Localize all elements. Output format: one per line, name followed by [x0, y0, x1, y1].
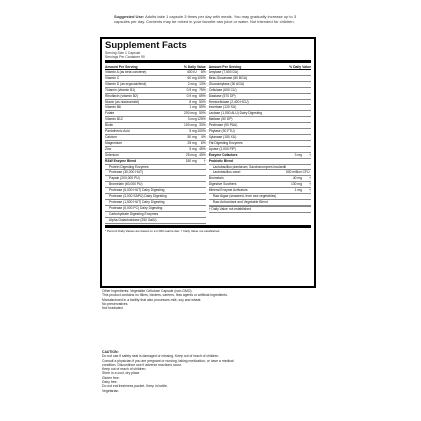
nutrient-dv: †	[203, 158, 206, 163]
nutrient-name: Protease (3,000 SAPU) Dairy Digesting	[109, 194, 167, 199]
nutrient-amount: 3 mcg	[187, 117, 197, 122]
nutrient-dv: 45%	[199, 146, 206, 151]
nutrient-amount: 1 mg	[294, 188, 302, 193]
nutrient-dv: 125%	[197, 117, 206, 122]
facts-columns	[105, 64, 311, 224]
nutrient-name: Protein Digesting Enzymes	[109, 164, 149, 169]
nutrient-name: Vitamin D (as ergocalciferol)	[105, 81, 147, 86]
caution-line: Gluten free.	[102, 375, 120, 380]
nutrient-dv: 50%	[199, 99, 206, 104]
right-rows	[209, 70, 311, 213]
caution-line: Vegetarian.	[102, 388, 120, 393]
caution-line: Do not eat freshness packet. Keep in bottle.	[102, 384, 168, 389]
other-ingredients-line: Not Irradiated.	[102, 306, 124, 311]
dv-footnote: * Percent Daily Values are based on a 2,000 calorie diet. † Daily Value not established.	[105, 228, 221, 233]
panel-title: Supplement Facts	[105, 40, 187, 51]
nutrient-amount: 60 mg	[187, 75, 197, 80]
nutrient-name: Biotin	[105, 123, 114, 128]
nutrient-name: Thiamin (vitamin B1)	[105, 87, 136, 92]
nutrient-name: Papain (200,000 PU)	[109, 176, 140, 181]
nutrient-name: Probiotic Blend	[208, 158, 234, 163]
nutrient-name: Vitamin C	[105, 75, 120, 80]
caution-block	[102, 350, 314, 393]
nutrient-name: Mineral Enzyme Activators	[208, 188, 248, 193]
nutrient-dv: 69%	[199, 93, 206, 98]
nutrient-name: Zinc	[105, 146, 112, 151]
nutrient-name: Lactase (1,500 ALU) Dairy Digesting	[208, 111, 263, 116]
nutrient-amount: 1 mg	[189, 105, 197, 110]
nutrient-amount: 50 mg	[187, 134, 197, 139]
caution-line: condition. Discontinue use if adverse reactions occur.	[102, 362, 182, 367]
nutrient-name: Protease (30,000 HUT)	[109, 170, 144, 175]
nutrient-name: Beta-Glucanase (80 BGU)	[208, 75, 248, 80]
caution-line: Store in a cool, dry place.	[102, 371, 141, 376]
nutrient-name: Vitamin B12	[105, 117, 123, 122]
nutrient-amount: 2 mcg	[187, 81, 197, 86]
nutrient-name: Lipase (1,000 FIP)	[208, 146, 236, 151]
nutrient-amount: 0.9 mg	[186, 87, 197, 92]
nutrient-amount: 0.9 mg	[186, 93, 197, 98]
nutrient-dv: †	[309, 188, 311, 193]
nutrient-name: RAW Enzyme Blend	[105, 158, 137, 163]
other-ingredients	[102, 289, 314, 310]
serving-size: Serving Size 1 Capsule	[105, 51, 141, 55]
nutrient-name: Riboflavin (vitamin B2)	[105, 93, 138, 98]
nutrient-amount: 200 mcg	[184, 111, 197, 116]
nutrient-name: Vitamin B6	[105, 105, 121, 110]
nutrient-name: Diastase (570 DP)	[208, 93, 236, 98]
caution-line: Keep out of reach of children.	[102, 367, 147, 372]
nutrient-name: Magnesium	[105, 140, 123, 145]
facts-left-column	[105, 64, 206, 224]
nutrient-dv: 59%	[199, 105, 206, 110]
nutrient-dv: 8%	[200, 70, 206, 74]
nutrient-name: Lactobacillus casei	[212, 170, 241, 175]
suggested-use-body: Adults take 1 capsule 3 times per day with meals. You may gradually increase up to 3 capsules per day. Contents may be mixed in your favorite raw juice or water. Not intended for children.	[114, 14, 297, 24]
nutrient-dv: 6%	[200, 140, 206, 145]
nutrient-name: Fat Digesting Enzymes	[208, 140, 243, 145]
nutrient-amount: 400 IU	[186, 70, 197, 74]
caution-label: CAUTION:	[102, 350, 119, 354]
divider-thick	[105, 60, 311, 63]
nutrient-name: Protease (6,000 PC) Dairy Digesting	[109, 205, 163, 210]
nutrient-name: Niacin (as niacinamide)	[105, 99, 140, 104]
nutrient-amount: 500 million CFU	[286, 170, 310, 175]
supplement-facts-panel	[100, 37, 316, 288]
nutrient-amount: 8 mg	[189, 99, 197, 104]
caution-line: Dairy free.	[102, 380, 118, 385]
nutrient-name: Bromelain (60,000 PU)	[109, 182, 143, 187]
left-rows	[105, 70, 206, 224]
suggested-use-label: Suggested Use:	[114, 14, 145, 19]
facts-right-column	[209, 64, 311, 224]
nutrient-amount: 40 mg	[292, 176, 302, 181]
nutrient-name: Glucoamylase (30 AGU)	[208, 81, 245, 86]
nutrient-name: Enzyme Cofactors	[208, 152, 238, 157]
nutrient-amount: 100 mcg	[184, 123, 197, 128]
nutrient-dv: †	[309, 182, 311, 187]
nutrient-amount: 150 mg	[185, 158, 197, 163]
other-ingredients-line: Other Ingredients: Vegetable Cellulose Capsule (non-GMO).	[102, 289, 193, 293]
right-header-dv: % Daily Value	[289, 64, 311, 69]
nutrient-name: Maltase (50 DP)	[208, 117, 233, 122]
other-ingredients-line: No preservatives.	[102, 301, 129, 306]
nutrient-name: Hemicellulase (2,400 HCU)	[208, 99, 249, 104]
nutrient-amount: 5 mg	[189, 146, 197, 151]
nutrient-amount: 25 mg	[187, 140, 197, 145]
nutrient-name: Vitamin A (as beta carotene)	[105, 70, 147, 74]
nutrient-name: Bromelain	[208, 176, 224, 181]
nutrient-name: Digestive Soothers	[208, 182, 237, 187]
nutrient-dv: 75%	[199, 87, 206, 92]
nutrient-name: Xylanase (150 XU)	[208, 134, 237, 139]
nutrient-name: Raw Algae (seaweed, from sea vegetables)	[212, 194, 277, 199]
nutrient-amount: 5 mg	[189, 129, 197, 134]
nutrient-amount: 130 mg	[291, 182, 302, 187]
nutrient-name: Folate	[105, 111, 115, 116]
nutrient-name: Pectinase (90 PAU)	[208, 123, 238, 128]
nutrient-name: Phytase (30 FTU)	[208, 129, 235, 134]
facts-row	[209, 207, 311, 213]
nutrient-dv: 4%	[200, 134, 206, 139]
nutrient-name: Calcium	[105, 134, 117, 139]
nutrient-name: Alpha-Galactosidase (250 GalU)	[109, 217, 157, 222]
nutrient-amount: 25 mcg	[185, 152, 197, 157]
nutrient-dv: 100%	[197, 75, 206, 80]
other-ingredients-line: This product contains no fillers, binders, carriers, flow agents or artificial ingredients.	[102, 293, 228, 298]
nutrient-name: Protease (1,500 HUT) Dairy Digesting	[109, 199, 165, 204]
nutrient-amount: 3 mg	[294, 152, 302, 157]
nutrient-dv: 13%	[199, 81, 206, 86]
nutrient-dv: 50%	[199, 111, 206, 116]
nutrient-dv: †	[309, 152, 311, 157]
nutrient-dv: 100%	[197, 129, 206, 134]
nutrient-dv: 45%	[199, 152, 206, 157]
nutrient-name: Carbohydrate Digesting Enzymes	[109, 211, 159, 216]
nutrient-dv: 33%	[199, 123, 206, 128]
facts-row	[105, 218, 206, 224]
nutrient-name: Cellulase (600 CU)	[208, 87, 237, 92]
left-header-dv: % Daily Value	[183, 64, 206, 69]
nutrient-name: Raw Antioxidant and Vegetable Blend	[212, 199, 268, 204]
nutrient-name: Amylase (7,500 DU)	[208, 70, 239, 74]
divider-thick-bottom	[105, 225, 311, 228]
left-header-amount: Amount Per Serving	[105, 64, 138, 69]
nutrient-name: † Daily Value not established	[208, 206, 251, 211]
servings-per-container: Servings Per Container 90	[105, 55, 145, 59]
suggested-use-text	[114, 14, 310, 24]
nutrient-name: Pantothenic Acid	[105, 129, 130, 134]
nutrient-name: Protease (6,000 HUT) Dairy Digesting	[109, 188, 165, 193]
other-ingredients-line: Manufactured in a facility that also processes milk, soy and wheat.	[102, 297, 202, 302]
caution-lines	[102, 354, 314, 393]
caution-line: Consult a physician if you are pregnant or nursing, taking medication, or have a medical	[102, 358, 234, 363]
right-header-amount: Amount Per Serving	[208, 64, 242, 69]
nutrient-name: Selenium	[105, 152, 119, 157]
nutrient-name: Invertase (120 SU)	[208, 105, 237, 110]
caution-line: Do not use if safety seal is damaged or missing. Keep out of reach of children.	[102, 354, 220, 359]
nutrient-dv: †	[309, 176, 311, 181]
nutrient-name: Lactobacillus plantarum, Saccharomyces boulardii	[212, 164, 286, 169]
